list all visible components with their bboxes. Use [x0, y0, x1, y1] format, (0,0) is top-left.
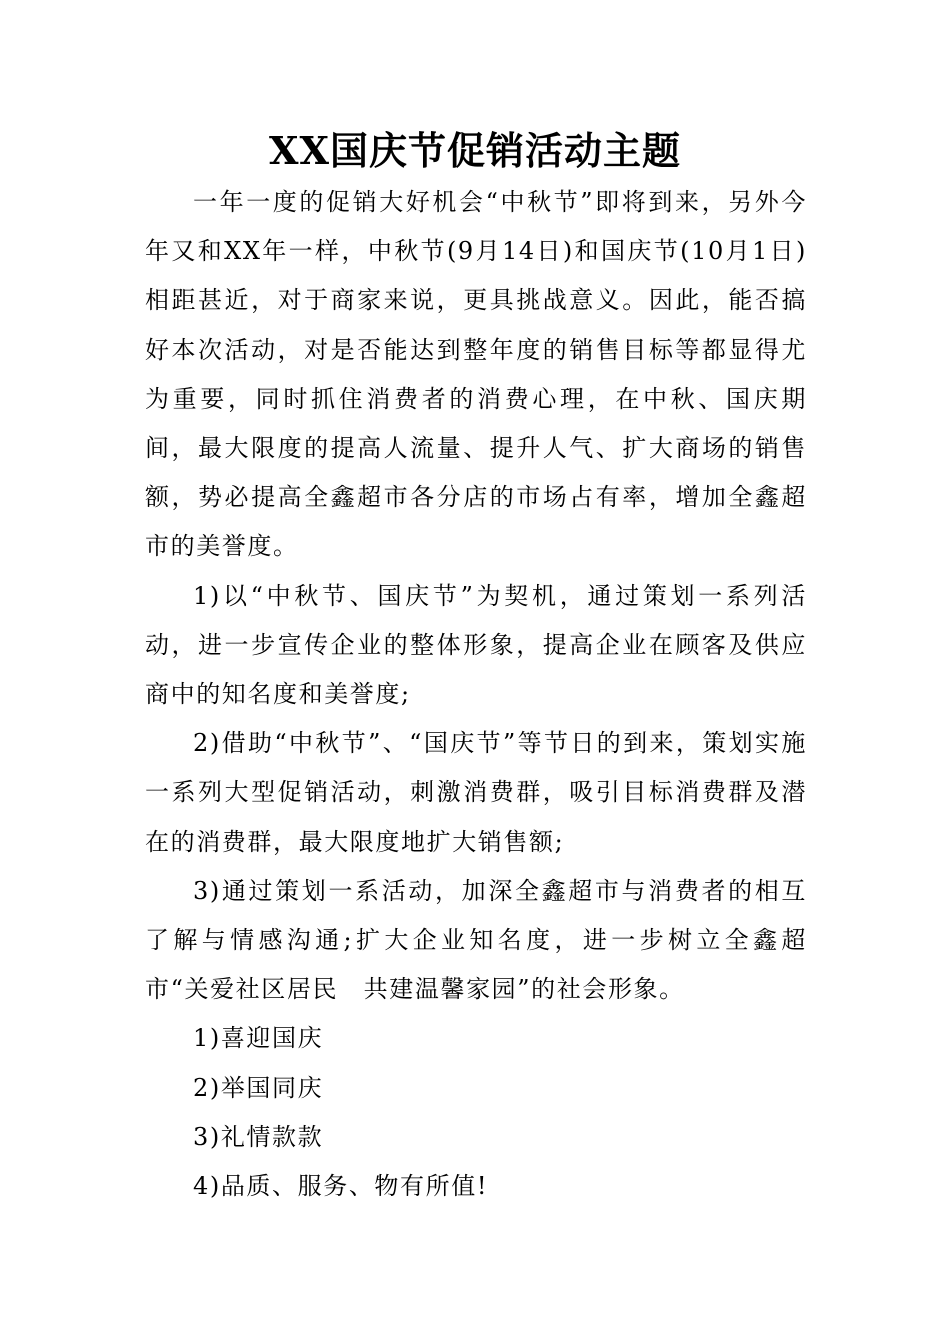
theme-item-4: 4)品质、服务、物有所值!: [193, 1172, 489, 1201]
document-body: [145, 178, 807, 1211]
paragraph-intro: 一年一度的促销大好机会“中秋节”即将到来，另外今年又和XX年一样，中秋节(9月14日)和国庆节(10月1日)相距甚近，对于商家来说，更具挑战意义。因此，能否搞好本次活动，对是否能达到整年度的销售目标等都显得尤为重要，同时抓住消费者的消费心理，在中秋、国庆期间，最大限度的提高人流量、提升人气、扩大商场的销售额，势必提高全鑫超市各分店的市场占有率，增加全鑫超市的美誉度。: [145, 188, 807, 561]
theme-item-1: 1)喜迎国庆: [193, 1024, 324, 1053]
theme-item-3: 3)礼情款款: [193, 1122, 324, 1151]
paragraph-goal-2: 2)借助“中秋节”、“国庆节”等节日的到来，策划实施一系列大型促销活动，刺激消费群，吸引目标消费群及潜在的消费群，最大限度地扩大销售额;: [145, 729, 807, 856]
document-title: XX国庆节促销活动主题: [269, 128, 681, 173]
paragraph-goal-3: 3)通过策划一系活动，加深全鑫超市与消费者的相互了解与情感沟通;扩大企业知名度，进一步树立全鑫超市“关爱社区居民 共建温馨家园”的社会形象。: [145, 876, 807, 1004]
theme-item-2: 2)举国同庆: [193, 1073, 324, 1102]
paragraph-goal-1: 1)以“中秋节、国庆节”为契机，通过策划一系列活动，进一步宣传企业的整体形象，提高企业在顾客及供应商中的知名度和美誉度;: [145, 581, 807, 709]
